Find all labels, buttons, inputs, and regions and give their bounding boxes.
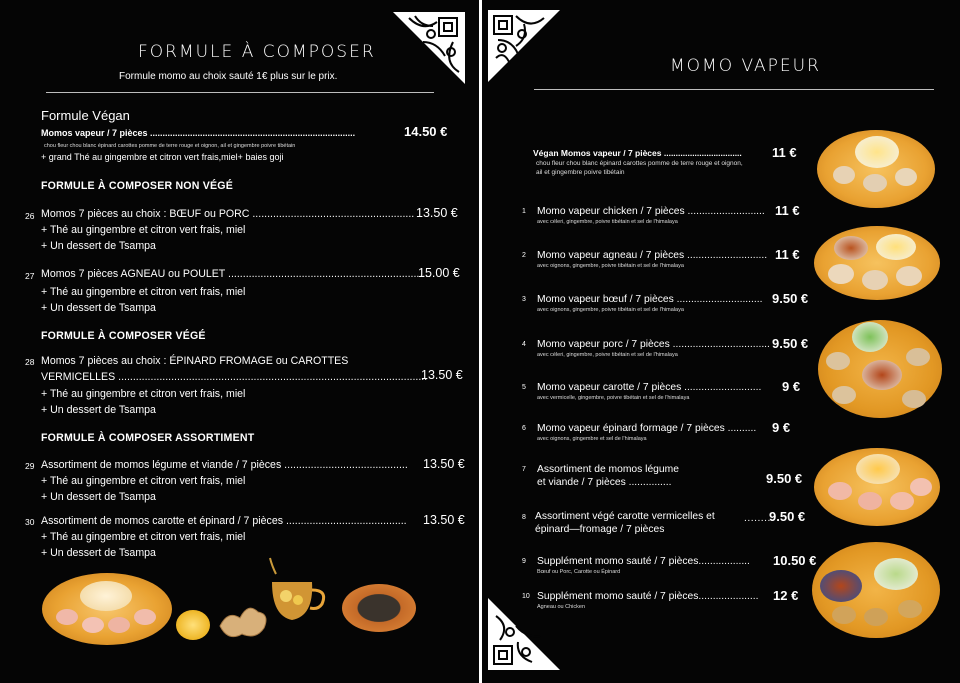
- item-27-price: 15.00 €: [418, 266, 460, 280]
- item-8-name-line2: épinard—fromage / 7 pièces: [535, 524, 665, 535]
- item-1-desc: avec céleri, gingembre, poivre tibétain et sel de l'himalaya: [537, 219, 678, 225]
- tea-cup-image: [262, 552, 334, 628]
- item-30-extra-dessert: + Un dessert de Tsampa: [41, 547, 156, 559]
- item-4-number: 4: [522, 341, 526, 348]
- right-menu-page: [482, 0, 960, 683]
- item-6-price: 9 €: [772, 420, 791, 435]
- item-30-price: 13.50 €: [423, 513, 465, 527]
- momo-plate-image: [814, 448, 940, 526]
- item-2-number: 2: [522, 252, 526, 259]
- item-7-number: 7: [522, 466, 526, 473]
- momo-plate-image: [42, 573, 172, 645]
- momo-plate-image: [818, 320, 942, 418]
- item-28-number: 28: [25, 357, 35, 367]
- item-5-name: Momo vapeur carotte / 7 pièces ...........................: [537, 382, 762, 393]
- left-menu-page: [0, 0, 479, 683]
- item-8-price: 9.50 €: [769, 509, 806, 524]
- item-5-desc: avec vermicelle, gingembre, poivre tibétain et sel de l'himalaya: [537, 395, 690, 401]
- item-1-price: 11 €: [775, 203, 800, 218]
- vegan-formula-extras: + grand Thé au gingembre et citron vert frais,miel+ baies goji: [41, 152, 284, 162]
- item-6-desc: avec oignons, gingembre et sel de l'himalaya: [537, 436, 647, 442]
- item-8-name-line1: Assortiment végé carotte vermicelles et: [535, 511, 715, 522]
- item-27-extra-tea: + Thé au gingembre et citron vert frais, miel: [41, 286, 246, 298]
- item-7-name-line2: et viande / 7 pièces ...............: [537, 477, 672, 488]
- item-27-extra-dessert: + Un dessert de Tsampa: [41, 302, 156, 314]
- vegan-momo-desc-line2: ail et gingembre poivre tibétain: [536, 169, 625, 176]
- right-page-title: MOMO VAPEUR: [670, 56, 821, 76]
- item-2-desc: avec oignons, gingembre, poivre tibétain et sel de l'himalaya: [537, 263, 684, 269]
- item-2-price: 11 €: [775, 247, 800, 262]
- item-27-number: 27: [25, 271, 35, 281]
- item-4-price: 9.50 €: [772, 336, 809, 351]
- item-10-price: 12 €: [773, 588, 799, 603]
- item-3-price: 9.50 €: [772, 291, 809, 306]
- right-title-rule: [534, 89, 934, 90]
- item-26-price: 13.50 €: [416, 206, 458, 220]
- item-27-name: Momos 7 pièces AGNEAU ou POULET .....................................................................: [41, 268, 432, 280]
- item-28-name-line1: Momos 7 pièces au choix : ÉPINARD FROMAGE ou CAROTTES: [41, 355, 349, 367]
- item-28-name-line2: VERMICELLES .........................................................................................................: [41, 371, 428, 383]
- momo-plate-image: [817, 130, 935, 208]
- vegan-formula-price: 14.50 €: [404, 124, 448, 139]
- item-9-name: Supplément momo sauté / 7 pièces..................: [537, 556, 750, 567]
- item-8-number: 8: [522, 514, 526, 521]
- ornament-corner-icon: [393, 12, 465, 84]
- item-9-price: 10.50 €: [773, 553, 817, 568]
- item-4-desc: avec céleri, gingembre, poivre tibétain et sel de l'himalaya: [537, 352, 678, 358]
- left-page-title: FORMULE À COMPOSER: [138, 42, 376, 62]
- momo-plate-image: [814, 226, 940, 300]
- left-title-rule: [46, 92, 434, 93]
- item-9-desc: Bœuf ou Porc, Carotte ou Épinard: [537, 569, 621, 575]
- item-28-extra-dessert: + Un dessert de Tsampa: [41, 404, 156, 416]
- vegan-formula-desc: chou fleur chou blanc épinard carottes pomme de terre rouge et oignon, ail et gingembre poivre tibétain: [44, 143, 296, 149]
- ornament-corner-icon: [488, 10, 560, 82]
- section-vege-heading: FORMULE À COMPOSER VÉGÉ: [41, 330, 206, 342]
- item-1-name: Momo vapeur chicken / 7 pièces ...........................: [537, 206, 765, 217]
- tsampa-bowl-image: [342, 584, 416, 632]
- item-3-desc: avec oignons, gingembre, poivre tibétain et sel de l'himalaya: [537, 307, 684, 313]
- item-6-number: 6: [522, 425, 526, 432]
- item-29-name: Assortiment de momos légume et viande / 7 pièces ..........................................: [41, 459, 408, 471]
- item-5-number: 5: [522, 384, 526, 391]
- item-30-extra-tea: + Thé au gingembre et citron vert frais, miel: [41, 531, 246, 543]
- item-29-price: 13.50 €: [423, 457, 465, 471]
- momo-plate-image: [812, 542, 940, 638]
- item-28-price: 13.50 €: [421, 368, 463, 382]
- item-3-name: Momo vapeur bœuf / 7 pièces ..............................: [537, 294, 763, 305]
- item-9-number: 9: [522, 558, 526, 565]
- item-3-number: 3: [522, 296, 526, 303]
- item-7-price: 9.50 €: [766, 471, 803, 486]
- item-6-name: Momo vapeur épinard formage / 7 pièces ..........: [537, 423, 757, 434]
- vegan-momo-price: 11 €: [772, 145, 797, 160]
- item-26-extra-tea: + Thé au gingembre et citron vert frais, miel: [41, 224, 246, 236]
- vegan-formula-heading: Formule Végan: [41, 108, 130, 123]
- item-7-name-line1: Assortiment de momos légume: [537, 464, 679, 475]
- item-26-extra-dessert: + Un dessert de Tsampa: [41, 240, 156, 252]
- item-30-name: Assortiment de momos carotte et épinard / 7 pièces .........................................: [41, 515, 407, 527]
- item-5-price: 9 €: [782, 379, 801, 394]
- item-2-name: Momo vapeur agneau / 7 pièces ............................: [537, 250, 768, 261]
- lemon-image: [176, 610, 210, 640]
- item-10-number: 10: [522, 593, 530, 600]
- ornament-corner-icon: [488, 598, 560, 670]
- item-26-number: 26: [25, 211, 35, 221]
- item-10-desc: Agneau ou Chicken: [537, 604, 586, 610]
- item-29-number: 29: [25, 461, 35, 471]
- item-10-name: Supplément momo sauté / 7 pièces.....................: [537, 591, 759, 602]
- item-8-dots: .........: [744, 513, 775, 524]
- section-assortiment-heading: FORMULE À COMPOSER ASSORTIMENT: [41, 432, 255, 444]
- vegan-formula-line: Momos vapeur / 7 pièces ..................................................................................: [41, 128, 356, 138]
- item-1-number: 1: [522, 208, 526, 215]
- item-30-number: 30: [25, 517, 35, 527]
- vegan-momo-name: Végan Momos vapeur / 7 pièces .................................: [533, 148, 742, 158]
- item-4-name: Momo vapeur porc / 7 pièces ..................................: [537, 339, 770, 350]
- item-26-name: Momos 7 pièces au choix : BŒUF ou PORC .......................................................: [41, 208, 415, 220]
- item-29-extra-dessert: + Un dessert de Tsampa: [41, 491, 156, 503]
- vegan-momo-desc-line1: chou fleur chou blanc épinard carottes pomme de terre rouge et oignon,: [536, 160, 743, 167]
- section-non-vege-heading: FORMULE À COMPOSER NON VÉGÉ: [41, 180, 233, 192]
- left-page-subtitle: Formule momo au choix sauté 1€ plus sur le prix.: [119, 71, 338, 82]
- item-28-extra-tea: + Thé au gingembre et citron vert frais, miel: [41, 388, 246, 400]
- item-29-extra-tea: + Thé au gingembre et citron vert frais, miel: [41, 475, 246, 487]
